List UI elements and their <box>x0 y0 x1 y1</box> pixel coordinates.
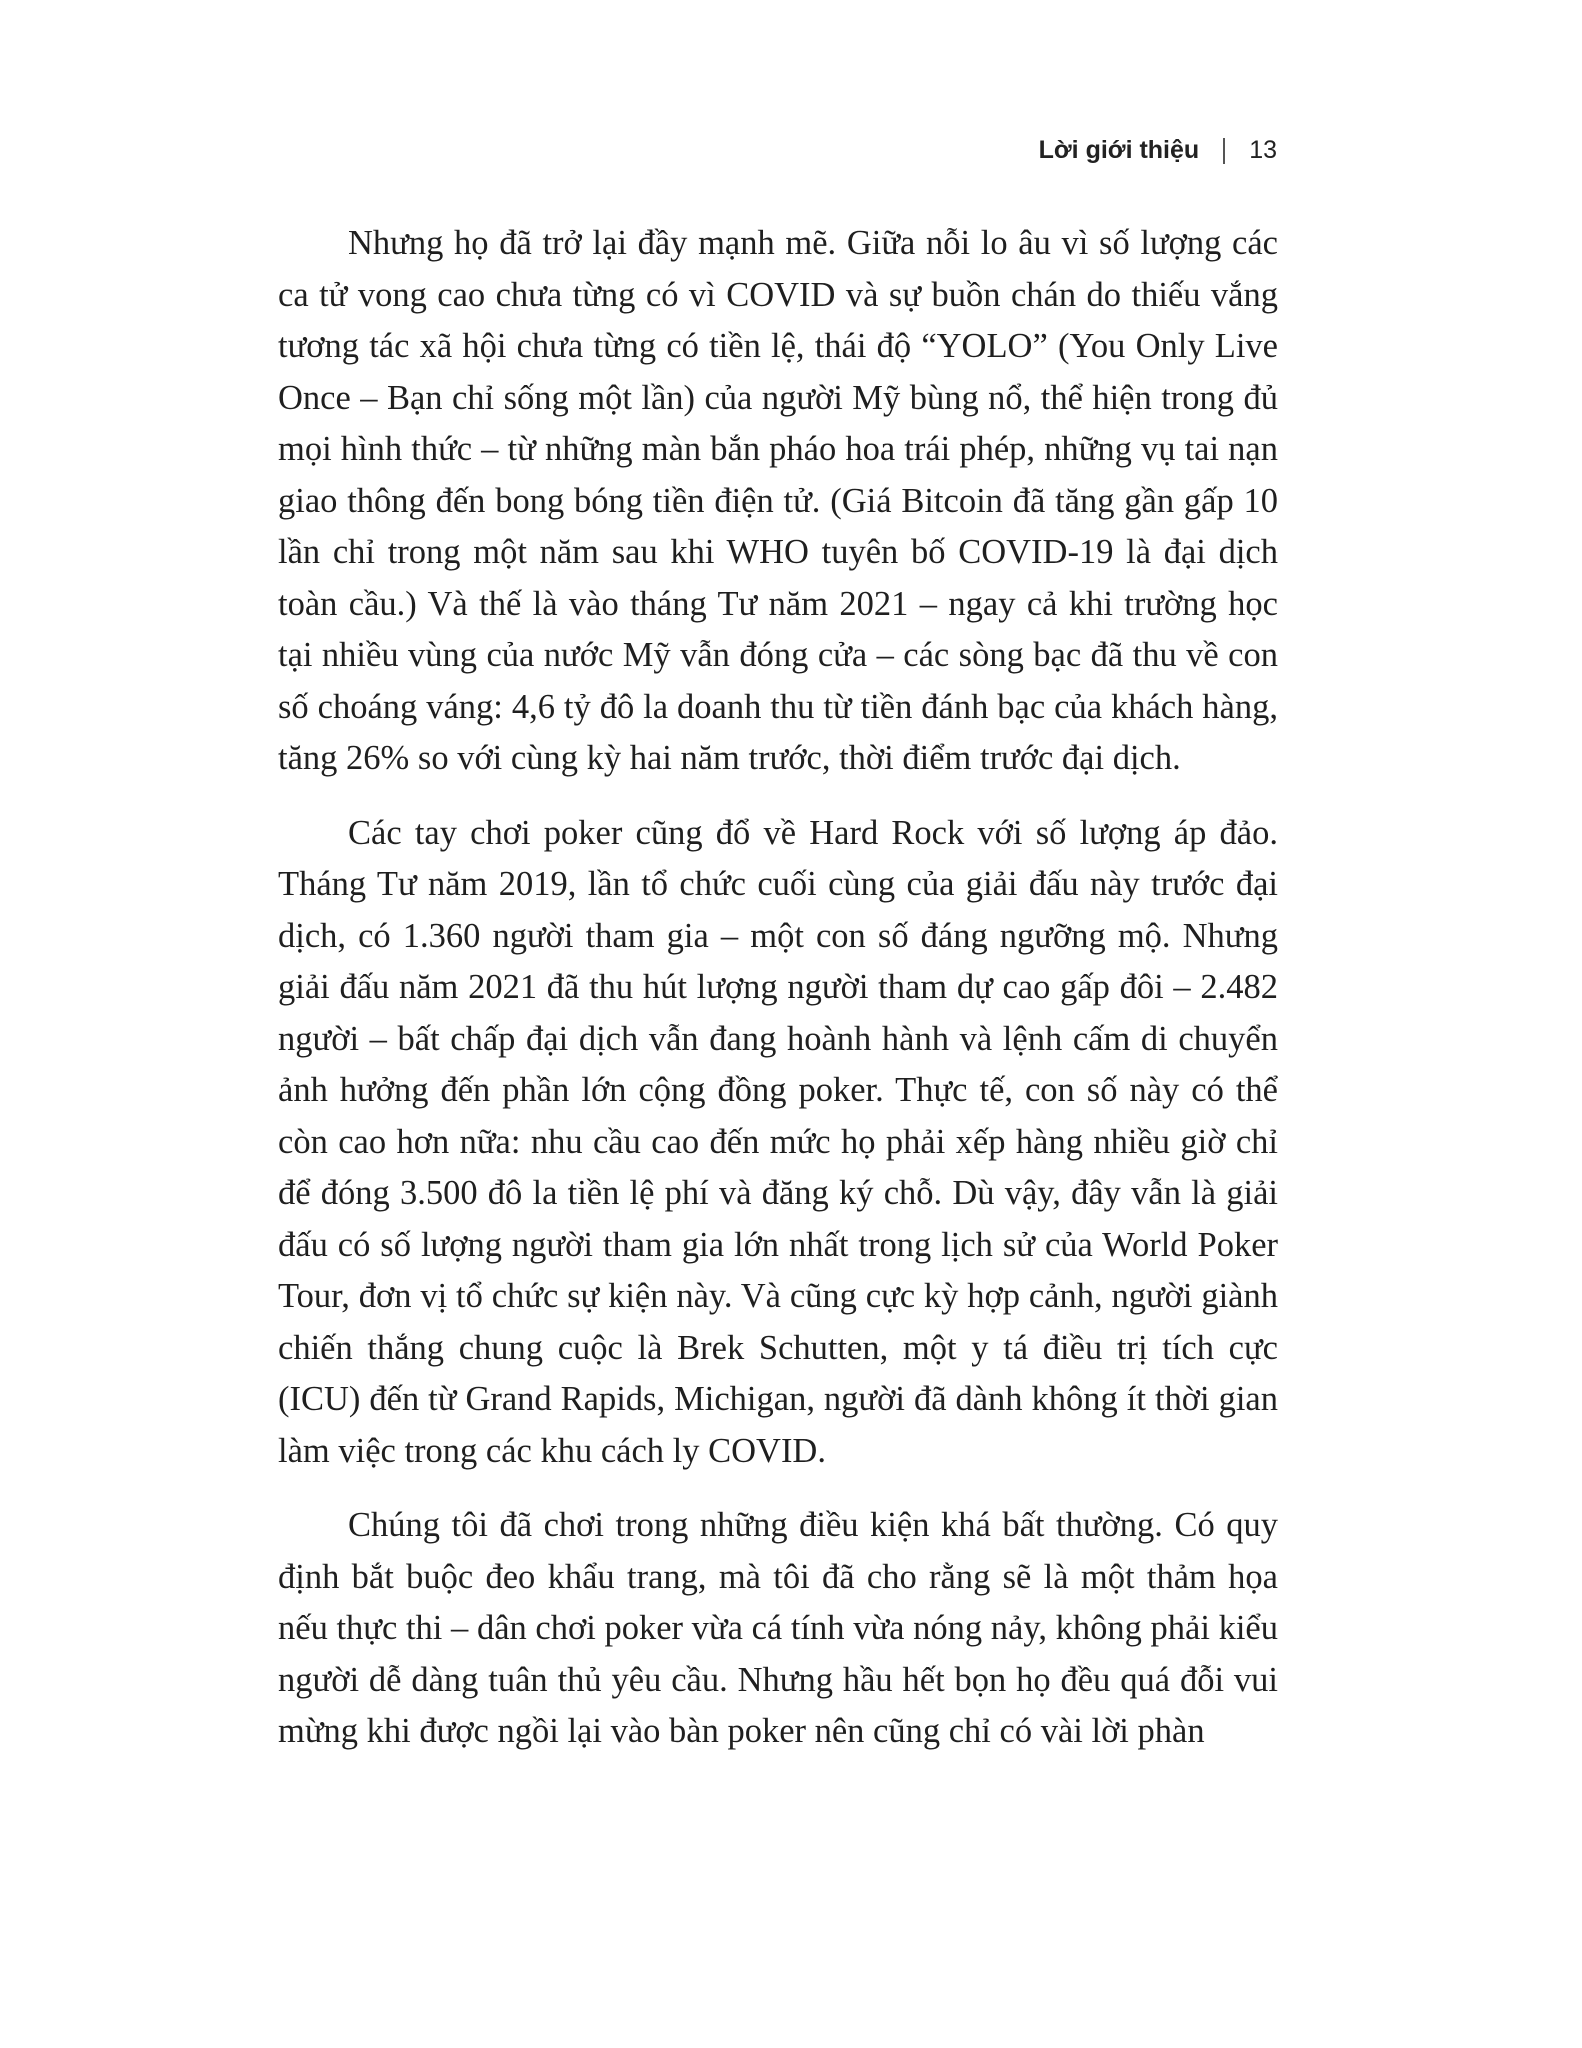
section-title: Lời giới thiệu <box>1038 136 1200 164</box>
body-text <box>278 218 1278 1781</box>
page-number: 13 <box>1249 136 1277 164</box>
paragraph: Nhưng họ đã trở lại đầy mạnh mẽ. Giữa nỗi lo âu vì số lượng các ca tử vong cao chưa từng có vì COVID và sự buồn chán do thiếu vắng tương tác xã hội chưa từng có tiền lệ, thái độ “YOLO” (You Only Live Once – Bạn chỉ sống một lần) của người Mỹ bùng nổ, thể hiện trong đủ mọi hình thức – từ những màn bắn pháo hoa trái phép, những vụ tai nạn giao thông đến bong bóng tiền điện tử. (Giá Bitcoin đã tăng gần gấp 10 lần chỉ trong một năm sau khi WHO tuyên bố COVID-19 là đại dịch toàn cầu.) Và thế là vào tháng Tư năm 2021 – ngay cả khi trường học tại nhiều vùng của nước Mỹ vẫn đóng cửa – các sòng bạc đã thu về con số choáng váng: 4,6 tỷ đô la doanh thu từ tiền đánh bạc của khách hàng, tăng 26% so với cùng kỳ hai năm trước, thời điểm trước đại dịch. <box>278 224 1278 777</box>
paragraph: Các tay chơi poker cũng đổ về Hard Rock với số lượng áp đảo. Tháng Tư năm 2019, lần tổ chức cuối cùng của giải đấu này trước đại dịch, có 1.360 người tham gia – một con số đáng ngưỡng mộ. Nhưng giải đấu năm 2021 đã thu hút lượng người tham dự cao gấp đôi – 2.482 người – bất chấp đại dịch vẫn đang hoành hành và lệnh cấm di chuyển ảnh hưởng đến phần lớn cộng đồng poker. Thực tế, con số này có thể còn cao hơn nữa: nhu cầu cao đến mức họ phải xếp hàng nhiều giờ chỉ để đóng 3.500 đô la tiền lệ phí và đăng ký chỗ. Dù vậy, đây vẫn là giải đấu có số lượng người tham gia lớn nhất trong lịch sử của World Poker Tour, đơn vị tổ chức sự kiện này. Và cũng cực kỳ hợp cảnh, người giành chiến thắng chung cuộc là Brek Schutten, một y tá điều trị tích cực (ICU) đến từ Grand Rapids, Michigan, người đã dành không ít thời gian làm việc trong các khu cách ly COVID. <box>278 813 1278 1470</box>
paragraph: Chúng tôi đã chơi trong những điều kiện khá bất thường. Có quy định bắt buộc đeo khẩu trang, mà tôi đã cho rằng sẽ là một thảm họa nếu thực thi – dân chơi poker vừa cá tính vừa nóng nảy, không phải kiểu người dễ dàng tuân thủ yêu cầu. Nhưng hầu hết bọn họ đều quá đỗi vui mừng khi được ngồi lại vào bàn poker nên cũng chỉ có vài lời phàn <box>278 1506 1278 1750</box>
header-divider <box>1223 138 1225 164</box>
running-header <box>1039 136 1277 165</box>
